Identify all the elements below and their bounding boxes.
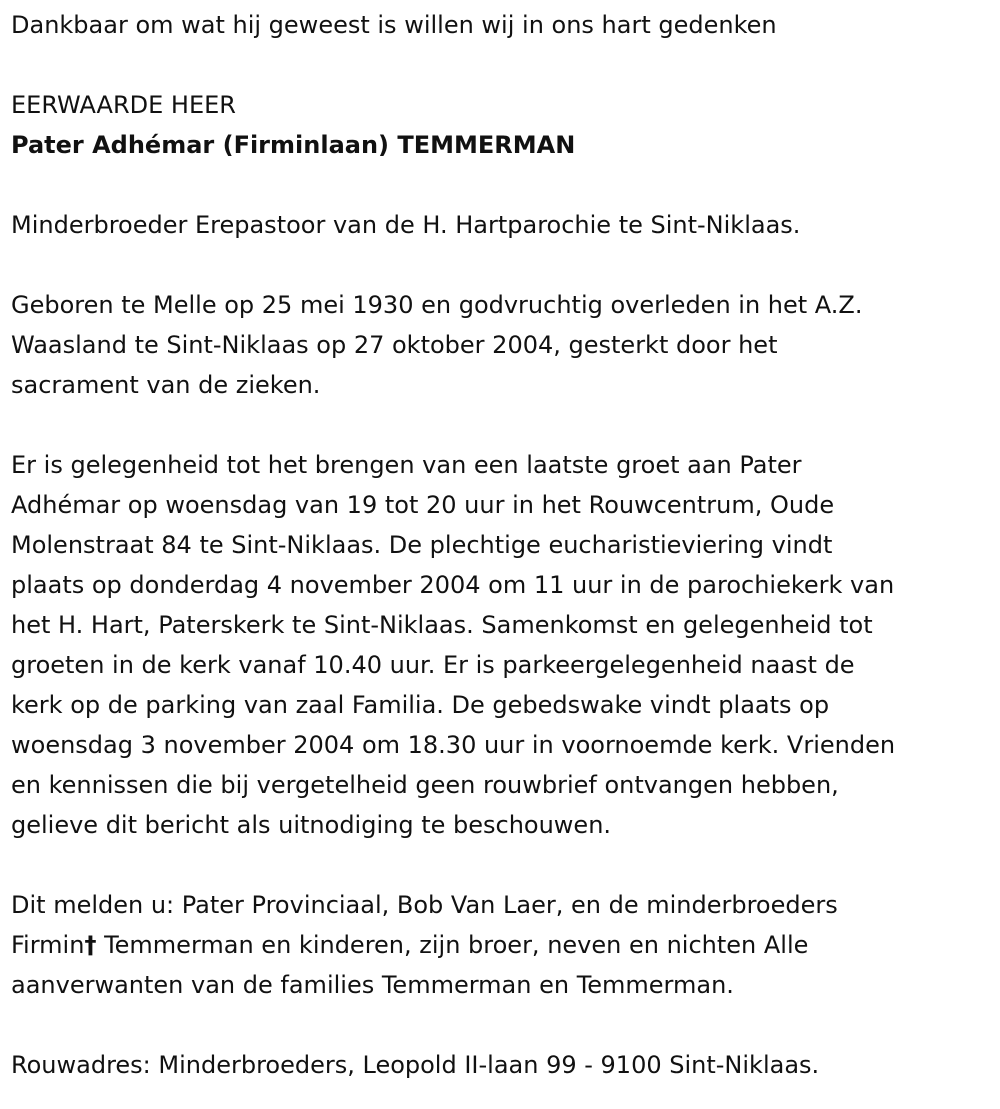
cross-icon: † <box>84 931 97 959</box>
text-line: aanverwanten van de families Temmerman en Temmerman. <box>11 971 734 999</box>
text-line: Molenstraat 84 te Sint-Niklaas. De plechtige eucharistieviering vindt <box>11 531 833 559</box>
spacer <box>11 45 996 85</box>
ceremony-paragraph <box>11 445 996 845</box>
text-line: sacrament van de zieken. <box>11 371 321 399</box>
text-fragment: Firmin <box>11 931 85 959</box>
spacer <box>11 405 996 445</box>
spacer <box>11 845 996 885</box>
text-line: groeten in de kerk vanaf 10.40 uur. Er is parkeergelegenheid naast de <box>11 651 855 679</box>
text-line: woensdag 3 november 2004 om 18.30 uur in voornoemde kerk. Vrienden <box>11 731 896 759</box>
honorific-title: EERWAARDE HEER <box>11 91 236 119</box>
text-line: Dit melden u: Pater Provinciaal, Bob Van Laer, en de minderbroeders <box>11 891 838 919</box>
spacer <box>11 1005 996 1045</box>
announcement-paragraph <box>11 885 996 1005</box>
text-line: Waasland te Sint-Niklaas op 27 oktober 2004, gesterkt door het <box>11 331 778 359</box>
role-line: Minderbroeder Erepastoor van de H. Hartparochie te Sint-Niklaas. <box>11 211 801 239</box>
text-line: Geboren te Melle op 25 mei 1930 en godvruchtig overleden in het A.Z. <box>11 291 863 319</box>
address-line: Rouwadres: Minderbroeders, Leopold II-laan 99 - 9100 Sint-Niklaas. <box>11 1051 820 1079</box>
text-line: gelieve dit bericht als uitnodiging te beschouwen. <box>11 811 612 839</box>
text-line: het H. Hart, Paterskerk te Sint-Niklaas. Samenkomst en gelegenheid tot <box>11 611 873 639</box>
text-line: Er is gelegenheid tot het brengen van een laatste groet aan Pater <box>11 451 802 479</box>
obituary-notice <box>11 5 996 1085</box>
text-line: kerk op de parking van zaal Familia. De gebedswake vindt plaats op <box>11 691 830 719</box>
text-line: plaats op donderdag 4 november 2004 om 11 uur in de parochiekerk van <box>11 571 895 599</box>
intro-line: Dankbaar om wat hij geweest is willen wij in ons hart gedenken <box>11 11 777 39</box>
text-line: en kennissen die bij vergetelheid geen rouwbrief ontvangen hebben, <box>11 771 839 799</box>
birth-death-paragraph <box>11 285 996 405</box>
spacer <box>11 165 996 205</box>
deceased-name: Pater Adhémar (Firminlaan) TEMMERMAN <box>11 131 576 159</box>
text-line: Adhémar op woensdag van 19 tot 20 uur in het Rouwcentrum, Oude <box>11 491 835 519</box>
text-fragment: Temmerman en kinderen, zijn broer, neven en nichten Alle <box>96 931 809 959</box>
spacer <box>11 245 996 285</box>
text-line <box>11 925 996 965</box>
